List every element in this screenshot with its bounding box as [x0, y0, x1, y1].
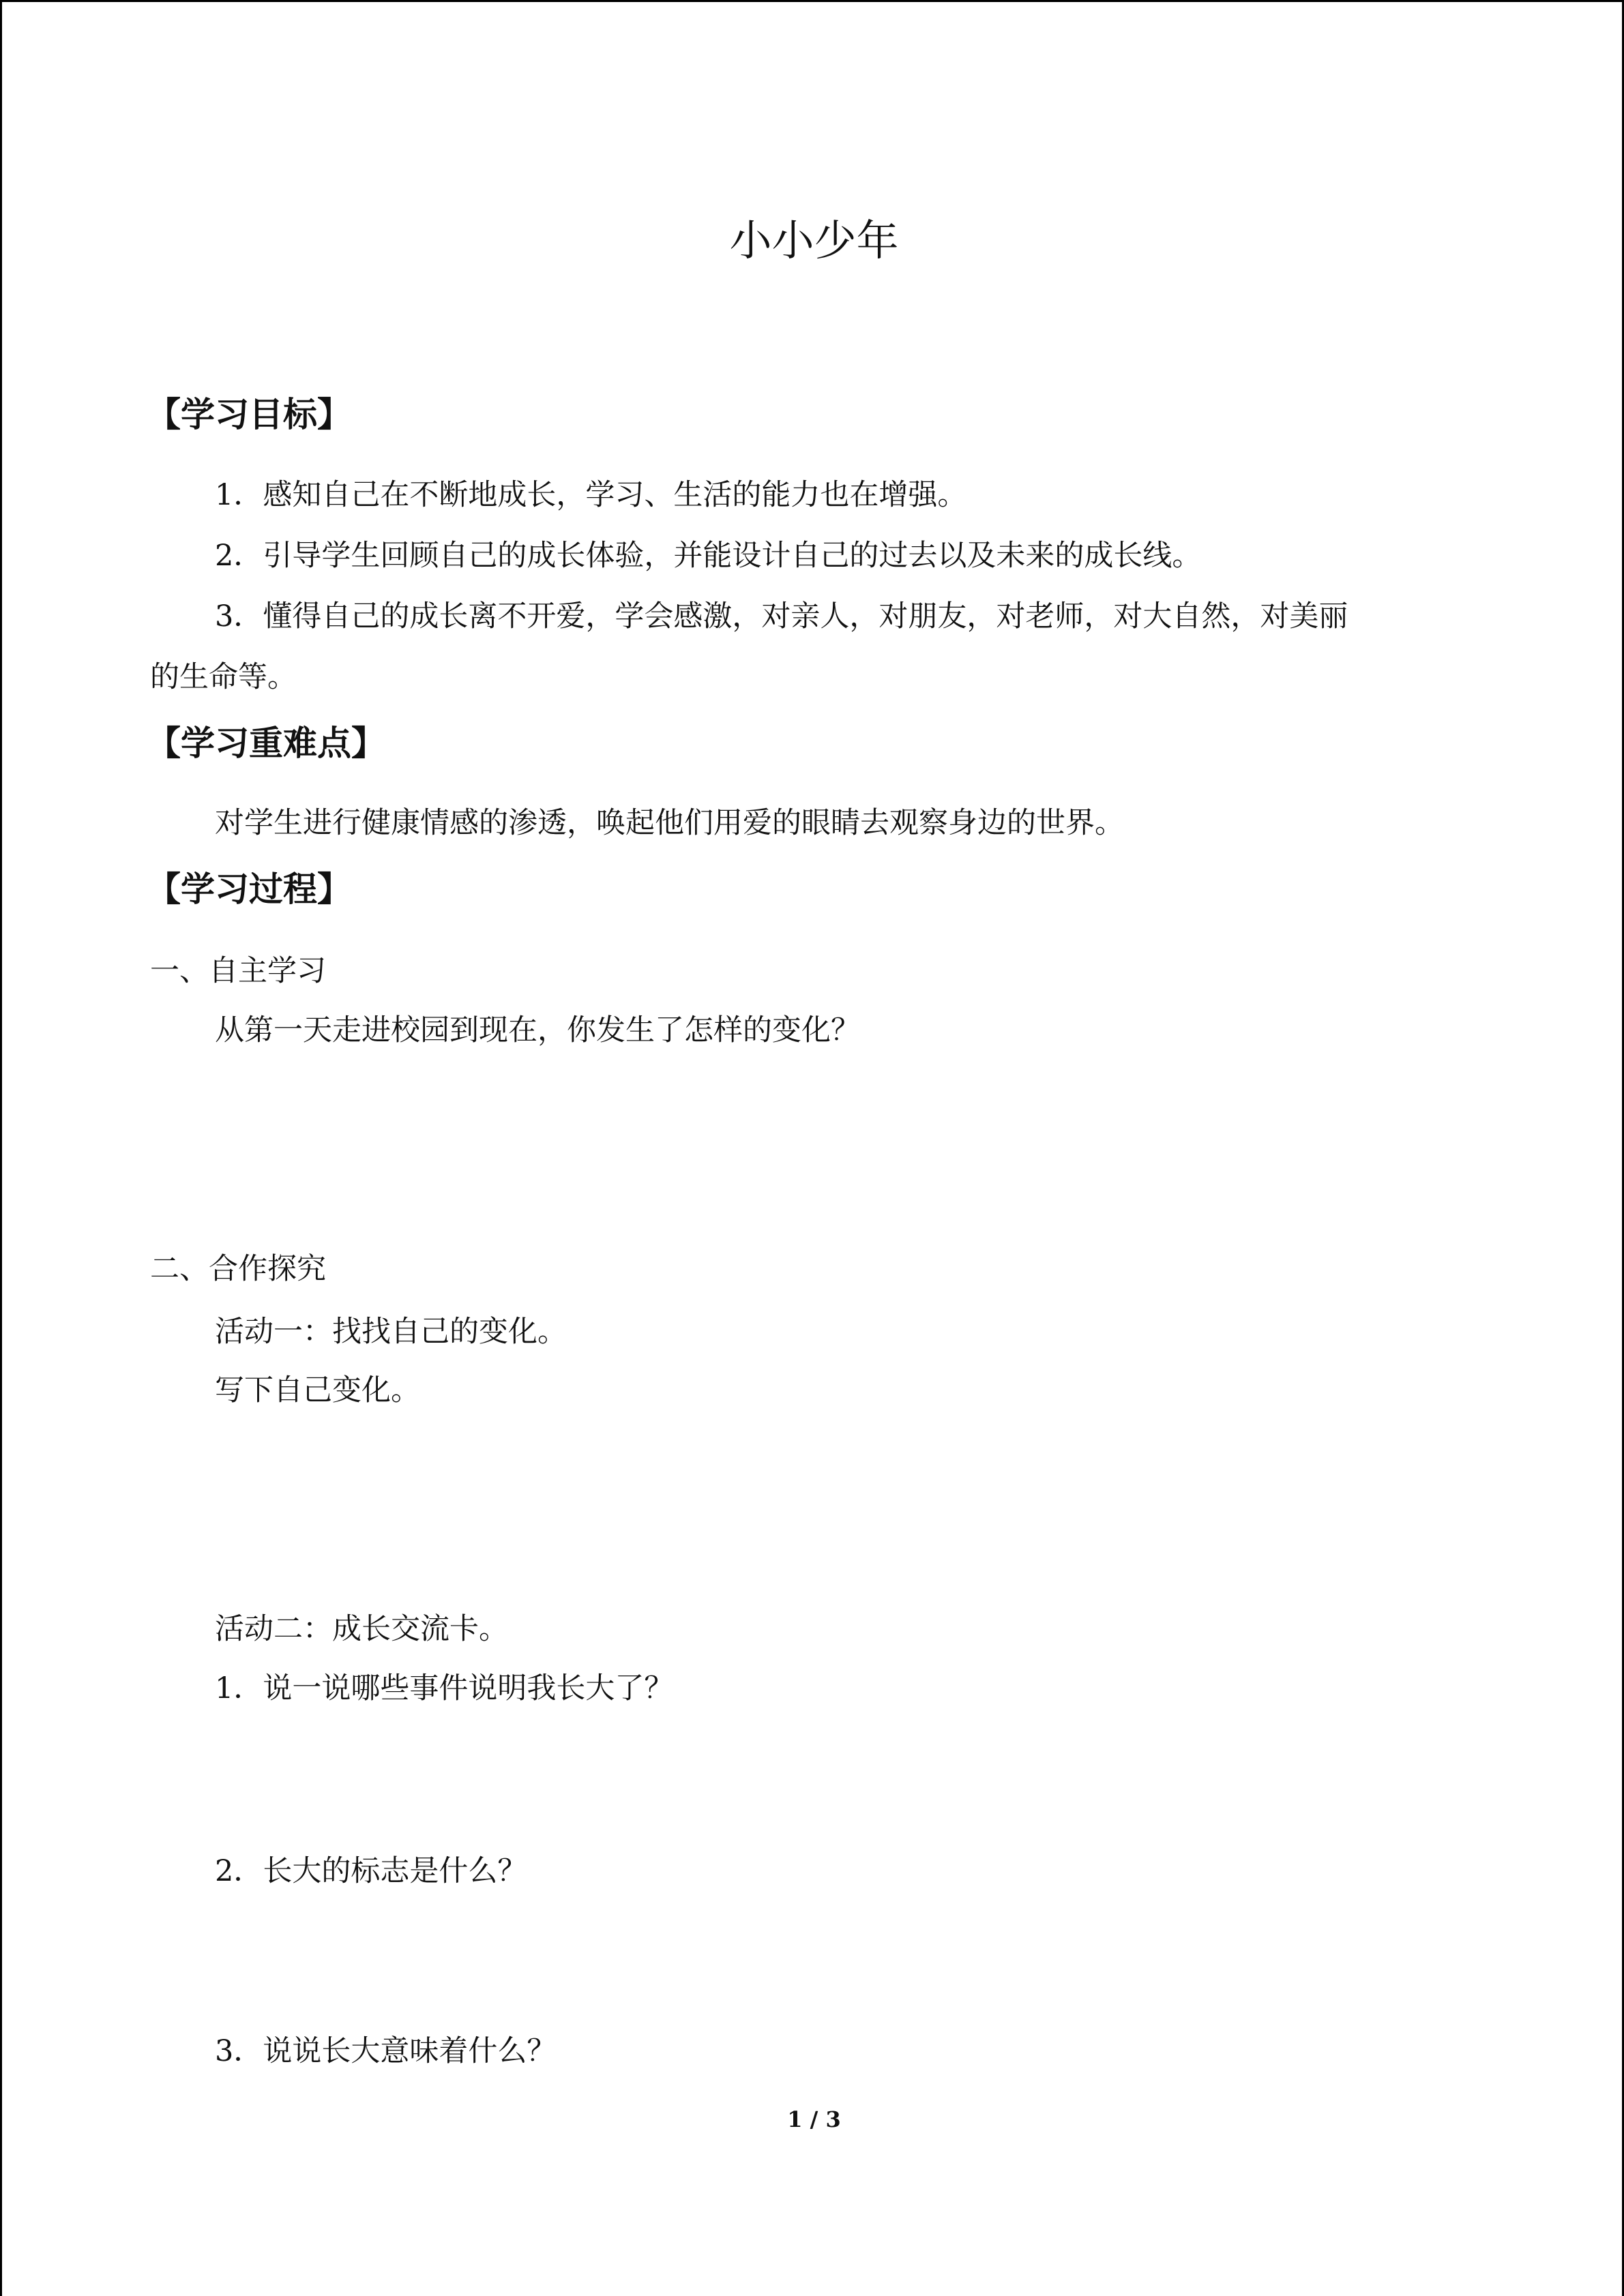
document-title: 小小少年 [729, 215, 899, 265]
goal-item-2: 2．引导学生回顾自己的成长体验，并能设计自己的过去以及未来的成长线。 [215, 539, 1202, 573]
part1-title: 一、自主学习 [150, 954, 326, 988]
section-heading-key-points: 【学习重难点】 [147, 724, 385, 763]
activity1-task: 写下自己变化。 [215, 1373, 420, 1407]
activity2-question-2: 2．长大的标志是什么？ [215, 1854, 527, 1888]
page-number: 1 / 3 [787, 2106, 841, 2132]
activity1-title: 活动一：找找自己的变化。 [215, 1315, 567, 1349]
goal-item-1: 1．感知自己在不断地成长，学习、生活的能力也在增强。 [215, 478, 967, 512]
section-heading-goals: 【学习目标】 [147, 395, 351, 434]
goal-item-3: 3．懂得自己的成长离不开爱，学会感激，对亲人，对朋友，对老师，对大自然，对美丽 [215, 599, 1348, 633]
goal-item-3-continued: 的生命等。 [150, 660, 297, 694]
activity2-title: 活动二：成长交流卡。 [215, 1612, 508, 1646]
section-heading-process: 【学习过程】 [147, 869, 351, 909]
activity2-question-3: 3．说说长大意味着什么？ [215, 2034, 557, 2068]
part2-title: 二、合作探究 [150, 1252, 326, 1286]
key-points-text: 对学生进行健康情感的渗透，唤起他们用爱的眼睛去观察身边的世界。 [215, 806, 1124, 840]
activity2-question-1: 1．说一说哪些事件说明我长大了？ [215, 1671, 674, 1705]
part1-question: 从第一天走进校园到现在，你发生了怎样的变化？ [215, 1013, 860, 1047]
